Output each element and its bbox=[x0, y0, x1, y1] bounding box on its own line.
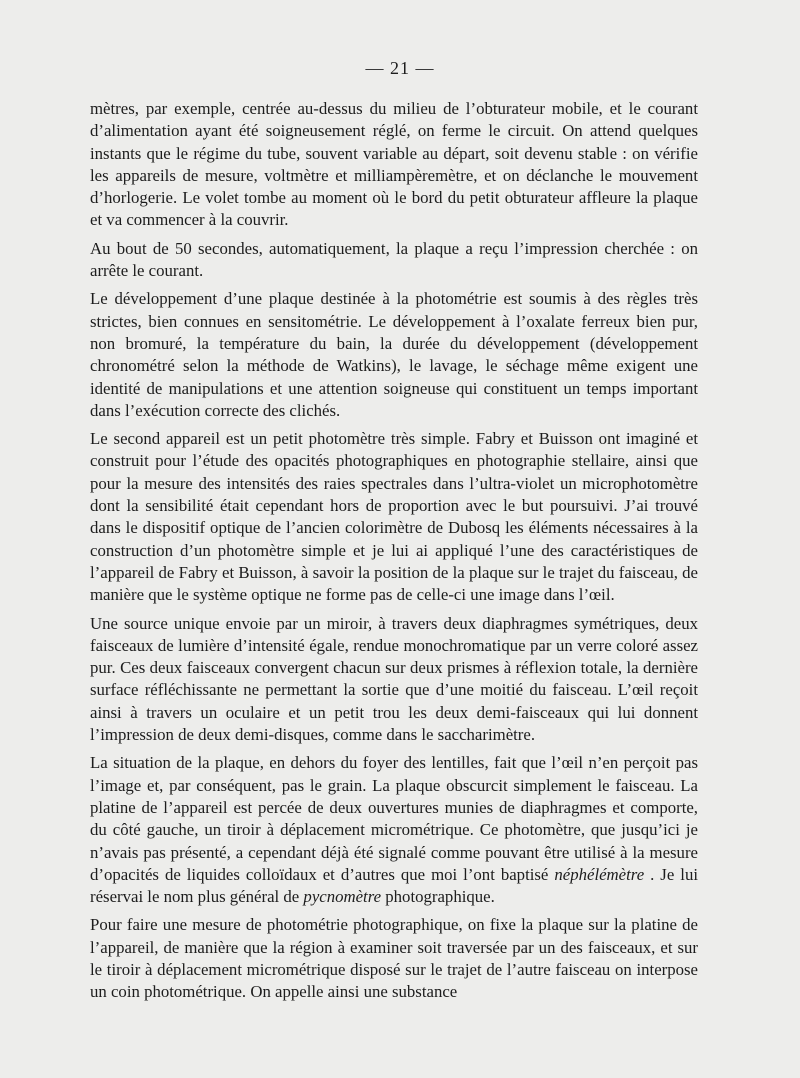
paragraph-4: Le second appareil est un petit photomètre très simple. Fabry et Buisson ont imaginé et construit pour l’étude des opacités photographiques en photographie stellaire, ainsi que pour la mesure des intensités des raies spectrales dans l’ultra-violet un microphotomètre dont la sensibilité était cependant hors de proportion avec le but poursuivi. J’ai trouvé dans le dispositif optique de l’ancien colorimètre de Dubosq les éléments nécessaires à la construction d’un photomètre simple et je lui ai appliqué l’une des caractéristiques de l’appareil de Fabry et Buisson, à savoir la position de la plaque sur le trajet du faisceau, de manière que le système optique ne forme pas de celle-ci une image dans l’œil. bbox=[90, 429, 698, 605]
term-nephelemetre: néphélémètre bbox=[554, 864, 645, 884]
page-number: — 21 — bbox=[365, 58, 435, 78]
body-text bbox=[90, 98, 698, 1010]
paragraph-6-text-before: La situation de la plaque, en dehors du foyer des lentilles, fait que l’œil n’en perçoit pas l’image et, par conséquent, pas le grain. La plaque obscurcit simplement le faisceau. La platine de l’appareil est percée de deux ouvertures munies de diaphragmes et comporte, du côté gauche, un tiroir à déplacement micrométrique. Ce photomètre, que jusqu’ici je n’avais pas présenté, a cependant déjà été signalé comme pouvant être utilisé à la mesure d’opacités de liquides colloïdaux et d’autres que moi l’ont baptisé bbox=[90, 753, 698, 884]
paragraph-6 bbox=[90, 752, 698, 908]
term-pycnometre: pycnomètre bbox=[303, 887, 382, 907]
paragraph-2: Au bout de 50 secondes, automatiquement, la plaque a reçu l’impression cherchée : on arrête le courant. bbox=[90, 238, 698, 281]
paragraph-3: Le développement d’une plaque destinée à la photométrie est soumis à des règles très strictes, bien connues en sensitométrie. Le développement à l’oxalate ferreux bien pur, non bromuré, la température du bain, la durée du développement (développement chronométré selon la méthode de Watkins), le lavage, le séchage même exigent une identité de manipulations et une attention soigneuse qui constituent un temps important dans l’exécution correcte des clichés. bbox=[90, 289, 698, 420]
paragraph-6-text-after: photographique. bbox=[381, 887, 495, 907]
paragraph-5: Une source unique envoie par un miroir, à travers deux diaphragmes symétriques, deux faisceaux de lumière d’intensité égale, rendue monochromatique par un verre coloré assez pur. Ces deux faisceaux convergent chacun sur deux prismes à réflexion totale, la dernière surface réfléchissante ne permettant la sortie que d’une moitié du faisceau. L’œil reçoit ainsi à travers un oculaire et un petit trou les deux demi-faisceaux qui lui donnent l’impression de deux demi-disques, comme dans le saccharimètre. bbox=[90, 613, 698, 745]
paragraph-6-text-middle: . Je lui réservai le nom plus général de bbox=[90, 864, 698, 907]
paragraph-7: Pour faire une mesure de photométrie photographique, on fixe la plaque sur la platine de l’appareil, de manière que la région à examiner soit traversée par un des faisceaux, et sur le tiroir à déplacement micrométrique disposé sur le trajet de l’autre faisceau on interpose un coin photométrique. On appelle ainsi une substance bbox=[90, 915, 698, 1002]
paragraph-1: mètres, par exemple, centrée au-dessus du milieu de l’obturateur mobile, et le courant d’alimentation ayant été soigneusement réglé, on ferme le circuit. On attend quelques instants que le régime du tube, souvent variable au départ, soit devenu stable : on vérifie les appareils de mesure, voltmètre et milliampèremètre, et on déclanche le mouvement d’horlogerie. Le volet tombe au moment où le bord du petit obturateur affleure la plaque et va commencer à la couvrir. bbox=[90, 99, 698, 230]
